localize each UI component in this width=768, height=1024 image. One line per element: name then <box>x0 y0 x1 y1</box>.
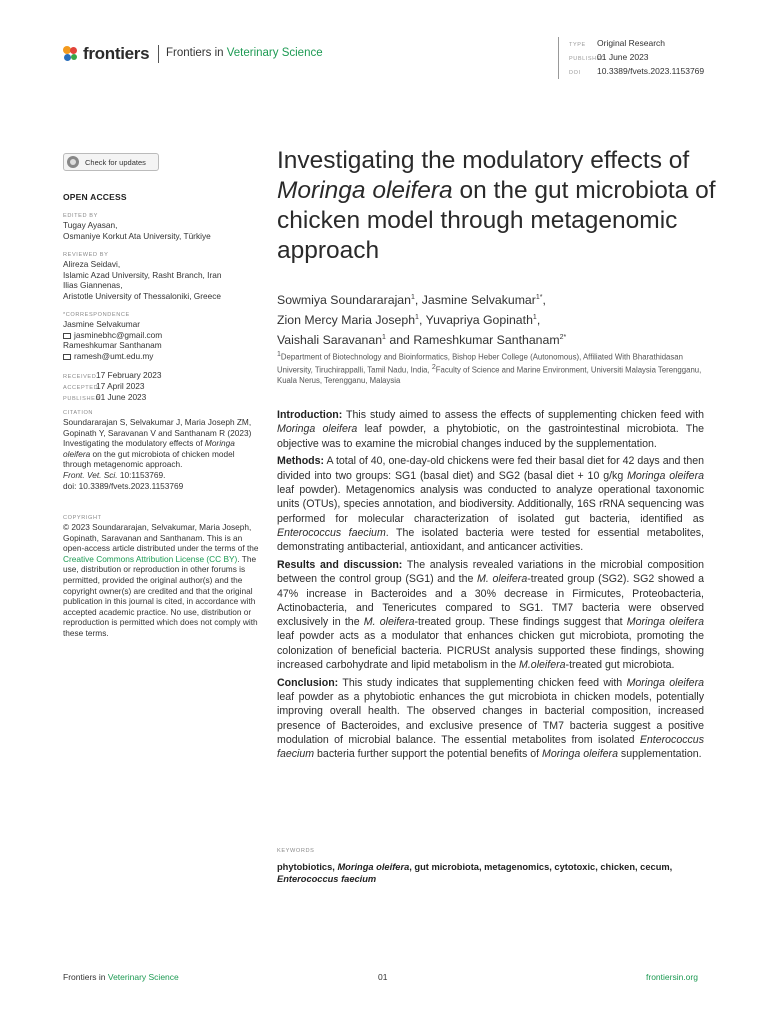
correspondence-section: *CORRESPONDENCE Jasmine Selvakumar jasminebhc@gmail.com Rameshkumar Santhanam ramesh@umt.edu.my <box>63 311 263 361</box>
copyright-section: COPYRIGHT © 2023 Soundararajan, Selvakumar, Maria Joseph, Gopinath, Saravanan and Santhanam. This is an open-access article distributed under the terms of the Creative Commons Attribution License (CC BY). The use, distribution or reproduction in other forums is permitted, provided the original author(s) and the copyright owner(s) are credited and that the original publication in this journal is cited, in accordance with accepted academic practice. No use, distribution or reproduction is permitted which does not comply with these terms. <box>63 515 259 638</box>
article-title: Investigating the modulatory effects of Moringa oleifera on the gut microbiota of chicken model through metagenomic approach <box>277 147 716 264</box>
email-link[interactable]: jasminebhc@gmail.com <box>63 330 263 341</box>
author-affiliation-sup: 1 <box>532 314 537 322</box>
author-name[interactable]: Vaishali Saravanan <box>277 333 383 348</box>
author-name[interactable]: Zion Mercy Maria Joseph <box>277 313 416 328</box>
keywords: phytobiotics, Moringa oleifera, gut microbiota, metagenomics, cytotoxic, chicken, cecum, Enterococcus faecium <box>277 862 673 884</box>
meta-type: TYPE Original Research <box>569 38 666 48</box>
author-affiliation-sup: 1* <box>535 294 543 301</box>
meta-published: PUBLISHED01 June 2023 <box>569 52 649 62</box>
frontiers-logo-icon <box>63 46 79 62</box>
author-name[interactable]: Rameshkumar Santhanam <box>413 333 560 348</box>
cc-by-license-link[interactable]: Creative Commons Attribution License (CC BY) <box>63 553 238 564</box>
abstract-conclusion: Conclusion: This study indicates that supplementing chicken feed with Moringa oleifera leaf powder as a phytobiotic enhances the gut microbiota in chicken models, potentially improving overall health. The observed changes in bacterial composition, increased presence of Bacteroides, and exclusive presence of TM7 bacteria suggest a positive modulation of microbial balance. The essential metabolites from isolated Enterococcus faecium bacteria further support the potential benefits of Moringa oleifera supplementation. <box>277 676 704 761</box>
author-list: Sowmiya Soundararajan$^1$, Jasmine Selvakumar$^{1*}$, Zion Mercy Maria Joseph$^1$, Yuvapriya Gopinath$^1$, Vaishali Saravanan$^1$ and Rameshkumar Santhanam$^{2*}$ <box>277 293 567 348</box>
mail-icon <box>63 354 71 360</box>
footer-site-link[interactable]: frontiersin.org <box>646 972 698 982</box>
edited-by-section: EDITED BY Tugay Ayasan, Osmaniye Korkut Ata University, Türkiye <box>63 213 211 241</box>
author-name[interactable]: Jasmine Selvakumar <box>421 293 536 308</box>
keywords-label: KEYWORDS <box>277 848 315 854</box>
mail-icon <box>63 333 71 339</box>
author-affiliation-sup: 1 <box>382 334 386 342</box>
author-name[interactable]: Yuvapriya Gopinath <box>425 313 533 328</box>
check-for-updates-button[interactable]: Check for updates <box>63 153 159 171</box>
author-affiliation-sup: 2* <box>559 334 567 342</box>
citation-section: CITATION Soundararajan S, Selvakumar J, Maria Joseph ZM, Gopinath Y, Saravanan V and Santhanam R (2023) Investigating the modulatory effects of Moringa oleifera on the gut microbiota of chicken model through metagenomic approach. Front. Vet. Sci. 10:1153769. doi: 10.3389/fvets.2023.1153769 <box>63 409 263 491</box>
header-divider <box>158 45 159 63</box>
logo-text: frontiers <box>83 44 150 63</box>
footer-journal[interactable]: Frontiers in Veterinary Science <box>63 972 179 982</box>
email-link[interactable]: ramesh@umt.edu.my <box>63 351 263 362</box>
author-affiliation-sup: 1 <box>410 294 415 301</box>
affiliations: $^1$Department of Biotechnology and Bioinformatics, Bishop Heber College (Autonomous), Affiliated With Bharathidasan University, Tiruchirappalli, Tamil Nadu, India, $^2$Faculty of Science and Marine Environment, Universiti Malaysia Terengganu, Kuala Nerus, Terengganu, Malaysia <box>277 351 702 386</box>
dates-section: RECEIVED17 February 2023 ACCEPTED17 April 2023 PUBLISHED01 June 2023 <box>63 370 162 402</box>
reviewed-by-section: REVIEWED BY Alireza Seidavi, Islamic Azad University, Rasht Branch, Iran Ilias Giannenas, Aristotle University of Thessaloniki, Greece <box>63 252 222 301</box>
refresh-icon <box>67 156 79 168</box>
citation-doi[interactable]: doi: 10.3389/fvets.2023.1153769 <box>63 480 184 491</box>
frontiers-logo[interactable] <box>63 44 149 64</box>
abstract-results: Results and discussion: The analysis revealed variations in the microbial composition between the control group (SG1) and the M. oleifera-treated group (SG2). SG2 showed a 47% increase in Bacteroides and a 30% decrease in Firmicutes, Proteobacteria, Actinobacteria, and Tenericutes compared to SG1. TM7 bacteria were observed exclusively in the M. oleifera-treated group. These findings suggest that Moringa oleifera leaf powder acts as a modulator that enhances chicken gut microbiota, promoting the colonization of beneficial bacteria. PICRUSt analysis supported these findings, showing increased carbohydrate and lipid metabolism in the M.oleifera-treated gut microbiota. <box>277 558 704 672</box>
page-number: 01 <box>378 972 388 982</box>
author-name[interactable]: Sowmiya Soundararajan <box>277 293 411 308</box>
journal-name[interactable]: Frontiers in Veterinary Science <box>166 47 323 59</box>
abstract <box>277 408 704 765</box>
author-affiliation-sup: 1 <box>415 314 419 322</box>
open-access-label: OPEN ACCESS <box>63 192 127 202</box>
article-meta <box>558 37 704 79</box>
abstract-introduction: Introduction: This study aimed to assess the effects of supplementing chicken feed with Moringa oleifera leaf powder, a phytobiotic, on the gastrointestinal microbiota. The objective was to examine the microbial changes induced by the supplementation. <box>277 409 705 450</box>
abstract-methods: Methods: A total of 40, one-day-old chickens were fed their basal diet for 42 days and then divided into two groups: SG1 (basal diet) and SG2 (basal diet + 10 g/kg Moringa oleifera leaf powder). Metagenomics analysis was conducted to analyze operational taxonomic units (OTUs), species annotation, and biodiversity. Additionally, 16S rRNA sequencing was performed for molecular characterization of isolated gut bacteria, identified as Enterococcus faecium. The isolated bacteria were tested for essential metabolites, demonstrating antibacterial, antioxidant, and anticancer activities. <box>277 455 704 554</box>
meta-doi[interactable]: DOI 10.3389/fvets.2023.1153769 <box>569 66 705 76</box>
